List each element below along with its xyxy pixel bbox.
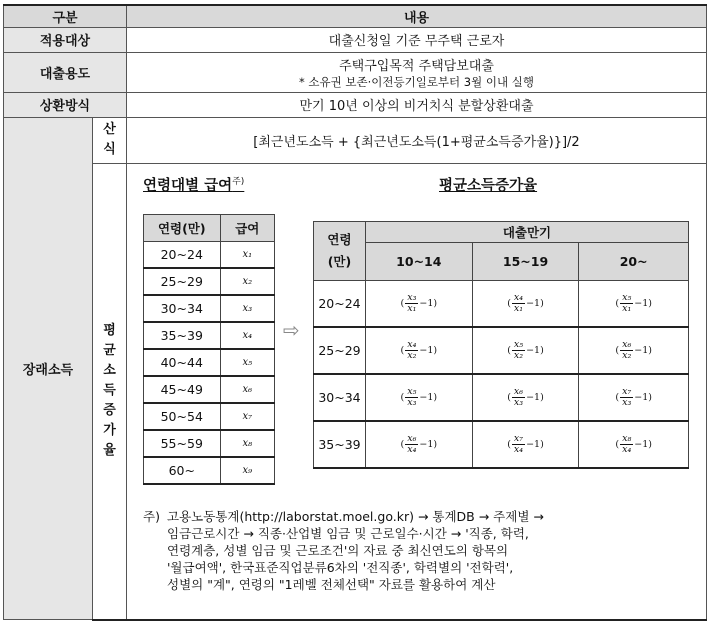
age-row <box>144 268 275 295</box>
age-row <box>144 349 275 376</box>
growth-formula: ( x₆ x₂ −1) <box>579 327 689 374</box>
growth-formula: ( x₆ x₄ −1) <box>365 421 472 468</box>
age-row <box>144 241 275 268</box>
growth-formula: ( x₈ x₄ −1) <box>579 421 689 468</box>
age-salary-table <box>143 214 275 485</box>
age-range: 20~24 <box>144 241 221 268</box>
age-row <box>144 457 275 484</box>
loan-term-col-header: 15~19 <box>472 242 579 280</box>
rate-row <box>314 421 689 468</box>
footnote-line: 임금근로시간 → 직종·산업별 임금 및 근로일수·시간 → '직종, 학력, <box>167 525 529 541</box>
growth-formula: ( x₇ x₄ −1) <box>472 421 579 468</box>
formula-value: [최근년도소득 + {최근년도소득(1+평균소득증가율)}]/2 <box>127 117 707 163</box>
salary-variable: x₃ <box>220 295 274 322</box>
growth-formula: ( x₇ x₃ −1) <box>579 374 689 421</box>
target-label: 적용대상 <box>4 27 127 52</box>
age-range: 35~39 <box>144 322 221 349</box>
age-range: 25~29 <box>144 268 221 295</box>
rate-row <box>314 374 689 421</box>
age-range: 60~ <box>144 457 221 484</box>
age-row <box>144 403 275 430</box>
header-content: 내용 <box>127 5 707 27</box>
header-category: 구분 <box>4 5 127 27</box>
salary-variable: x₂ <box>220 268 274 295</box>
age-range: 45~49 <box>144 376 221 403</box>
repayment-value: 만기 10년 이상의 비거치식 분할상환대출 <box>127 92 707 117</box>
salary-variable: x₄ <box>220 322 274 349</box>
purpose-label: 대출용도 <box>4 52 127 92</box>
purpose-value: 주택구입목적 주택담보대출 <box>339 58 494 74</box>
salary-variable: x₈ <box>220 430 274 457</box>
salary-col-header: 급여 <box>220 214 274 241</box>
footnote-line: 연령계층, 성별 임금 및 근로조건'의 자료 중 최신연도의 항목의 <box>167 542 509 558</box>
age-col-header: 연령(만) <box>144 214 221 241</box>
salary-variable: x₆ <box>220 376 274 403</box>
rate-age-range: 20~24 <box>314 280 366 327</box>
target-value: 대출신청일 기준 무주택 근로자 <box>127 27 707 52</box>
growth-cell <box>127 163 707 620</box>
age-row <box>144 295 275 322</box>
rate-row <box>314 327 689 374</box>
growth-formula: ( x₃ x₁ −1) <box>365 280 472 327</box>
age-row <box>144 322 275 349</box>
salary-variable: x₁ <box>220 241 274 268</box>
growth-rate-table <box>313 221 689 469</box>
purpose-cell <box>127 52 707 92</box>
age-range: 50~54 <box>144 403 221 430</box>
salary-variable: x₇ <box>220 403 274 430</box>
rate-corner-header: 연령 (만) <box>314 221 366 280</box>
salary-variable: x₉ <box>220 457 274 484</box>
purpose-note: * 소유권 보존·이전등기일로부터 3월 이내 실행 <box>299 74 534 89</box>
rate-age-range: 30~34 <box>314 374 366 421</box>
growth-formula: ( x₆ x₃ −1) <box>472 374 579 421</box>
future-income-label: 장래소득 <box>4 117 93 620</box>
repayment-label: 상환방식 <box>4 92 127 117</box>
footnote-line: 성별의 "계", 연령의 "1레벨 전체선택" 자료를 활용하여 계산 <box>167 576 496 592</box>
loan-term-col-header: 10~14 <box>365 242 472 280</box>
footnote-marker: 주) <box>143 508 160 524</box>
loan-term-col-header: 20~ <box>579 242 689 280</box>
formula-label: 산식 <box>93 117 127 163</box>
growth-formula: ( x₄ x₁ −1) <box>472 280 579 327</box>
growth-formula: ( x₄ x₂ −1) <box>365 327 472 374</box>
age-range: 40~44 <box>144 349 221 376</box>
salary-variable: x₅ <box>220 349 274 376</box>
footnote-text <box>167 508 544 593</box>
growth-label: 평균소득증가율 <box>93 163 127 620</box>
footnote-line: 고용노동통계(http://laborstat.moel.go.kr) → 통계DB → 주제별 → <box>167 508 544 524</box>
rate-age-range: 35~39 <box>314 421 366 468</box>
footnote-line: '월급여액', 한국표준직업분류6차의 '전직종', 학력별의 '전학력', <box>167 559 514 575</box>
loan-info-table <box>3 4 707 621</box>
age-range: 55~59 <box>144 430 221 457</box>
right-arrow-icon: ⇨ <box>283 317 300 342</box>
growth-formula: ( x₅ x₁ −1) <box>579 280 689 327</box>
age-row <box>144 376 275 403</box>
age-row <box>144 430 275 457</box>
rate-age-range: 25~29 <box>314 327 366 374</box>
footnote <box>143 508 703 593</box>
rate-row <box>314 280 689 327</box>
loan-term-header: 대출만기 <box>365 221 688 242</box>
rate-table-title: 평균소득증가율 <box>439 177 538 194</box>
growth-formula: ( x₅ x₃ −1) <box>365 374 472 421</box>
growth-formula: ( x₅ x₂ −1) <box>472 327 579 374</box>
age-table-title: 연령대별 급여$^{주)}$ <box>143 176 245 194</box>
age-range: 30~34 <box>144 295 221 322</box>
